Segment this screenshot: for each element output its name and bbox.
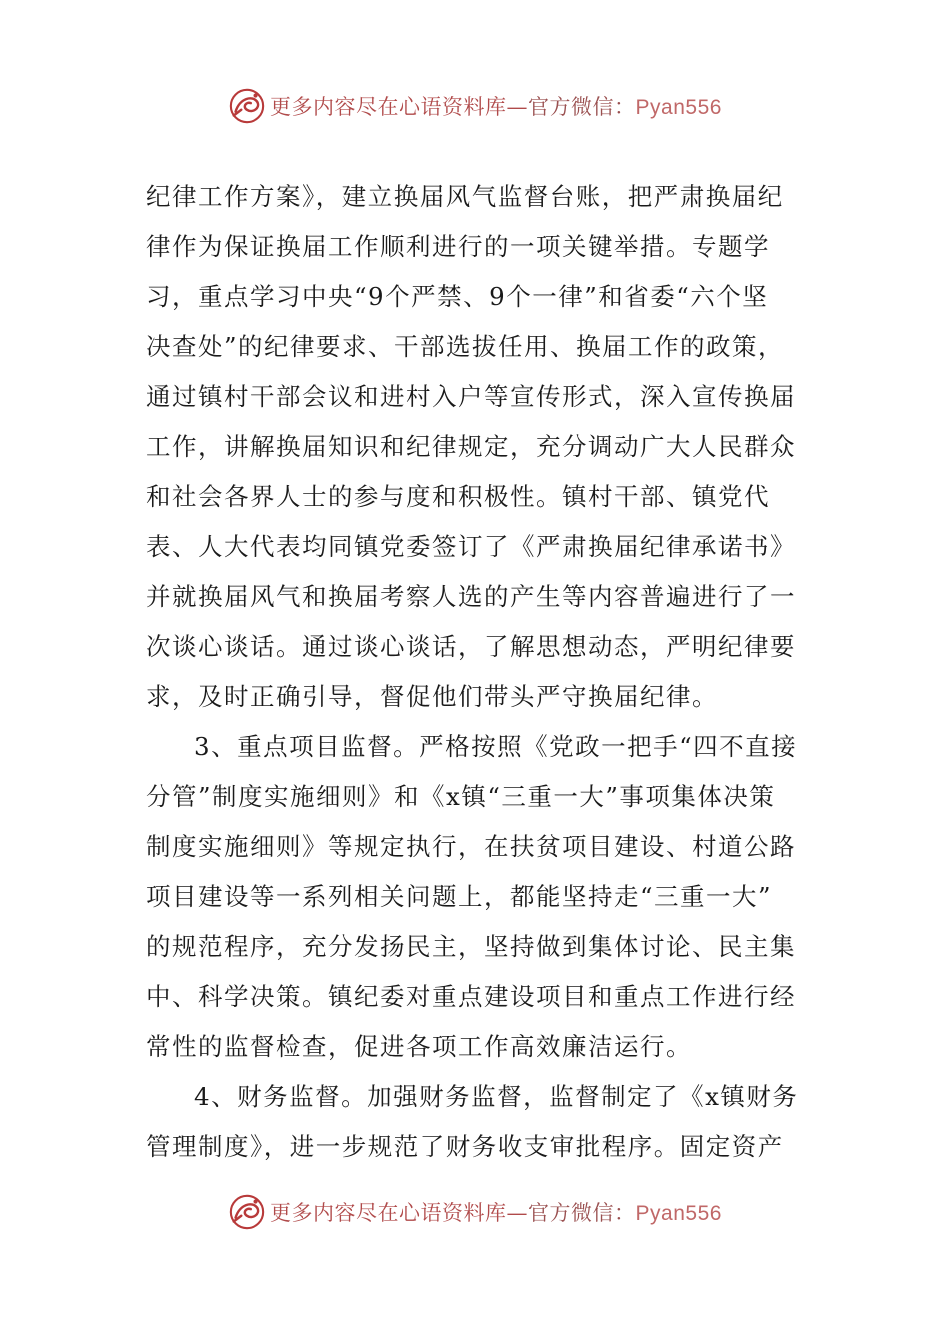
text-line-18: 常性的监督检查，促进各项工作高效廉洁运行。 bbox=[146, 1032, 692, 1061]
watermark-wechat-label: 官方微信： bbox=[528, 1201, 636, 1225]
watermark-separator: — bbox=[506, 95, 529, 119]
text-line-1: 纪律工作方案》，建立换届风气监督台账，把严肃换届纪 bbox=[146, 182, 784, 211]
watermark-wechat-id: Pyan556 bbox=[635, 96, 722, 119]
watermark-site: 更多内容尽在心语资料库 bbox=[270, 95, 507, 119]
text-line-11: 求，及时正确引导，督促他们带头严守换届纪律。 bbox=[146, 682, 718, 711]
spiral-logo-icon bbox=[228, 87, 266, 125]
text-line-20: 管理制度》，进一步规范了财务收支审批程序。固定资产 bbox=[146, 1132, 784, 1161]
text-line-2: 律作为保证换届工作顺利进行的一项关键举措。专题学 bbox=[146, 232, 770, 261]
watermark-site: 更多内容尽在心语资料库 bbox=[270, 1201, 507, 1225]
text-line-9: 并就换届风气和换届考察人选的产生等内容普遍进行了一 bbox=[146, 582, 796, 611]
text-line-4: 决查处”的纪律要求、干部选拔任用、换届工作的政策， bbox=[146, 332, 785, 361]
watermark-separator: — bbox=[506, 1201, 529, 1225]
text-line-17: 中、科学决策。镇纪委对重点建设项目和重点工作进行经 bbox=[146, 982, 796, 1011]
text-line-6: 工作，讲解换届知识和纪律规定，充分调动广大人民群众 bbox=[146, 432, 796, 461]
watermark-wechat-label: 官方微信： bbox=[528, 95, 636, 119]
watermark-banner-top bbox=[0, 84, 950, 128]
document-body bbox=[146, 172, 806, 1172]
text-line-15: 项目建设等一系列相关问题上，都能坚持走“三重一大” bbox=[146, 882, 773, 911]
watermark-banner-bottom bbox=[0, 1190, 950, 1234]
watermark-wechat-id: Pyan556 bbox=[635, 1202, 722, 1225]
text-line-3: 习，重点学习中央“9个严禁、9个一律”和省委“六个坚 bbox=[146, 282, 769, 311]
text-line-16: 的规范程序，充分发扬民主，坚持做到集体讨论、民主集 bbox=[146, 932, 796, 961]
text-line-12: 3、重点项目监督。严格按照《党政一把手“四不直接 bbox=[194, 732, 798, 761]
text-line-8: 表、人大代表均同镇党委签订了《严肃换届纪律承诺书》 bbox=[146, 532, 796, 561]
text-line-10: 次谈心谈话。通过谈心谈话，了解思想动态，严明纪律要 bbox=[146, 632, 796, 661]
text-line-13: 分管”制度实施细则》和《x镇“三重一大”事项集体决策 bbox=[146, 782, 776, 811]
watermark-text bbox=[270, 91, 722, 121]
spiral-logo-icon bbox=[228, 1193, 266, 1231]
text-line-7: 和社会各界人士的参与度和积极性。镇村干部、镇党代 bbox=[146, 482, 770, 511]
watermark-text bbox=[270, 1197, 722, 1227]
text-line-19: 4、财务监督。加强财务监督，监督制定了《x镇财务 bbox=[194, 1082, 799, 1111]
text-line-5: 通过镇村干部会议和进村入户等宣传形式，深入宣传换届 bbox=[146, 382, 796, 411]
text-line-14: 制度实施细则》等规定执行，在扶贫项目建设、村道公路 bbox=[146, 832, 796, 861]
